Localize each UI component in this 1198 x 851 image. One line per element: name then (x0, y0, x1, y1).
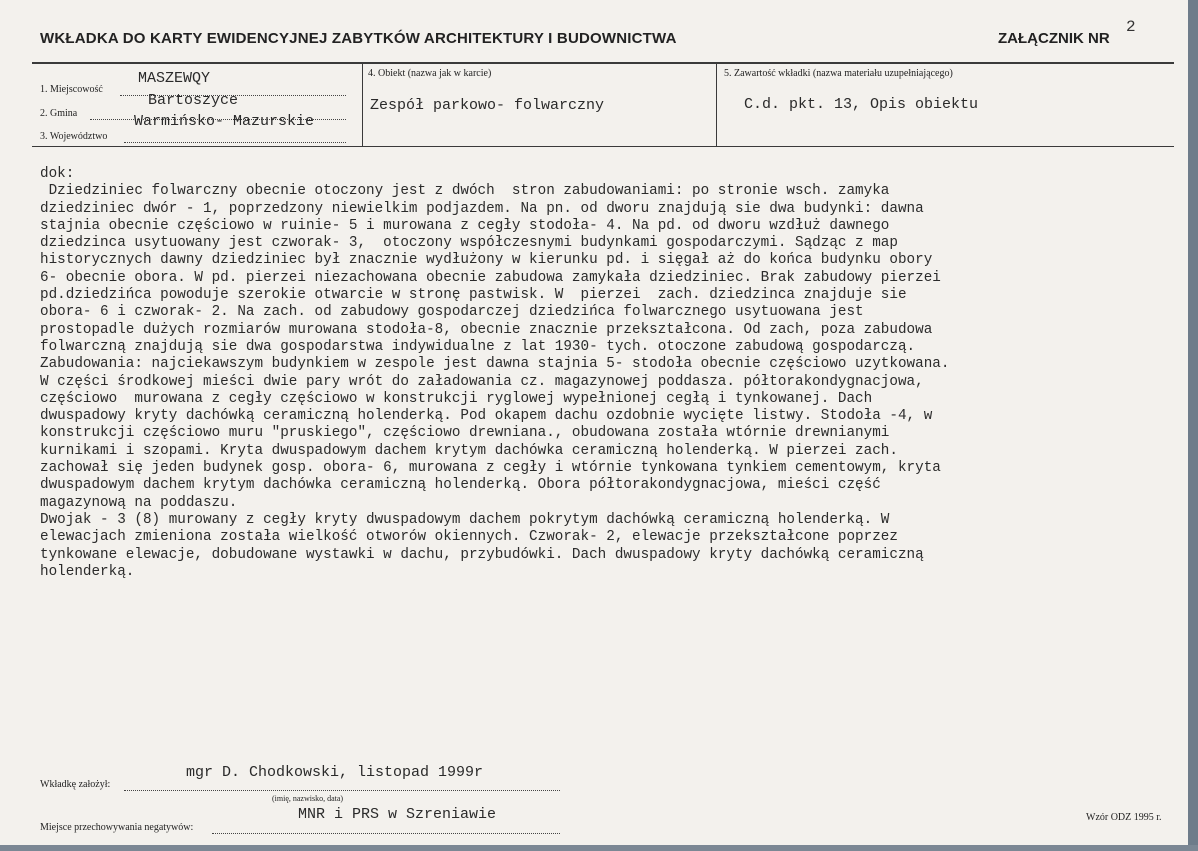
description-line: kurnikami i szopami. Kryta dwuspadowym dachem krytym dachówka ceramiczną holenderką. W pierzei zach. (40, 442, 898, 459)
wojewodztwo-label: 3. Województwo (40, 131, 108, 142)
description-line: Zabudowania: najciekawszym budynkiem w zespole jest dawna stajnia 5- stodoła obecnie częściowo uzytkowana. (40, 356, 950, 373)
description-line: stajnia obecnie częściowo w ruinie- 5 i murowana z cegły stodoła- 4. Na pd. od dworu wzdłuż dawnego (40, 217, 890, 234)
storage-dots (212, 833, 560, 834)
description-line: W części środkowej mieści dwie pary wrót do załadowania cz. magazynowej poddasza. półtorakondygnacjowa, (40, 373, 924, 390)
form-title: WKŁADKA DO KARTY EWIDENCYJNEJ ZABYTKÓW ARCHITEKTURY I BUDOWNICTWA (40, 30, 677, 47)
storage-label: Miejsce przechowywania negatywów: (40, 822, 194, 833)
author-dots (124, 790, 560, 791)
description-line: obora- 6 i czworak- 2. Na zach. od zabudowy gospodarczej dziedzińca folwarcznego usytuowana jest (40, 304, 864, 321)
zawartosc-value: C.d. pkt. 13, Opis obiektu (744, 96, 979, 113)
annex-label: ZAŁĄCZNIK NR (998, 30, 1110, 47)
description-line: konstrukcji częściowo muru "pruskiego", częściowo drewniana., obudowana została wtórnie drewnianymi (40, 425, 890, 442)
description-line: 6- obecnie obora. W pd. pierzei niezachowana obecnie zabudowa zamykała dziedziniec. Brak zabudowy pierzei (40, 269, 941, 286)
description-line: Dziedziniec folwarczny obecnie otoczony jest z dwóch stron zabudowaniami: po stronie wsch. zamyka (40, 183, 890, 200)
scan-edge-bottom (0, 845, 1198, 851)
storage-value: MNR i PRS w Szreniawie (298, 806, 497, 823)
description-line: dziedzinca usytuowany jest czworak- 3, otoczony współczesnymi budynkami gospodarczymi. Sądząc z map (40, 235, 898, 252)
fields-bottom-rule (32, 146, 1174, 147)
author-value: mgr D. Chodkowski, listopad 1999r (186, 764, 484, 781)
wojewodztwo-dots (124, 142, 346, 143)
gmina-value: Bartoszyce (148, 92, 239, 109)
miejscowosc-label: 1. Miejscowość (40, 84, 103, 95)
description-line: dwuspadowym dachem krytym dachówka ceramiczną holenderką. Obora półtorakondygnacjowa, mieści część (40, 477, 881, 494)
author-sublabel: (imię, nazwisko, data) (272, 794, 344, 803)
column-divider-2 (716, 62, 717, 147)
description-line: dwuspadowy kryty dachówką ceramiczną holenderką. Pod okapem dachu ozdobnie wycięte listwy. Stodoła -4, w (40, 408, 933, 425)
description-line: dziedziniec dwór - 1, poprzedzony niewielkim podjazdem. Na pn. od dworu znajdują sie dwa budynki: dawna (40, 200, 924, 217)
description-line: folwarczną znajdują sie dwa gospodarstwa indywidualne z lat 1930- tych. otoczone zabudową gospodarczą. (40, 338, 916, 355)
obiekt-label: 4. Obiekt (nazwa jak w karcie) (368, 68, 492, 79)
description-line: tynkowane elewacje, dobudowane wystawki w dachu, przybudówki. Dach dwuspadowy kryty dachówką ceramiczną (40, 546, 924, 563)
description-line: pd.dziedzińca powoduje szerokie otwarcie w stronę pastwisk. W pierzei zach. dziedzinca znajduje sie (40, 287, 907, 304)
gmina-label: 2. Gmina (40, 108, 78, 119)
description-line: zachował się jeden budynek gosp. obora- 6, murowana z cegły i wtórnie tynkowana tynkiem cementowym, kryta (40, 460, 941, 477)
scan-edge-right (1188, 0, 1198, 851)
description-text (40, 166, 1140, 581)
author-label: Wkładkę założył: (40, 779, 111, 790)
top-rule (32, 62, 1174, 64)
zawartosc-label: 5. Zawartość wkładki (nazwa materiału uzupełniającego) (724, 68, 953, 79)
miejscowosc-value: MASZEWQY (138, 70, 211, 87)
description-line: holenderką. (40, 563, 135, 580)
annex-number: 2 (1126, 18, 1136, 36)
obiekt-value: Zespół parkowo- folwarczny (370, 97, 605, 114)
column-divider-1 (362, 62, 363, 147)
description-line: prostopadle dużych rozmiarów murowana stodoła-8, obecnie znacznie przekształcona. Od zach, poza zabudowa (40, 321, 933, 338)
description-line: magazynową na poddaszu. (40, 494, 238, 511)
description-line: historycznych dawny dziedziniec był znacznie wydłużony w kierunku pd. i sięgał aż do końca budynku obory (40, 252, 933, 269)
description-line: dok: (40, 166, 75, 182)
form-code: Wzór ODZ 1995 r. (1086, 812, 1162, 823)
description-line: Dwojak - 3 (8) murowany z cegły kryty dwuspadowym dachem pokrytym dachówką ceramiczną holenderką. W (40, 511, 890, 528)
wojewodztwo-value: Warmińsko- Mazurskie (134, 113, 315, 130)
description-line: elewacjach zmieniona została wielkość otworów okiennych. Czworak- 2, elewacje przekształcone poprzez (40, 529, 898, 546)
description-line: częściowo murowana z cegły częściowo w konstrukcji ryglowej wypełnionej cegłą i tynkowanej. Dach (40, 390, 873, 407)
